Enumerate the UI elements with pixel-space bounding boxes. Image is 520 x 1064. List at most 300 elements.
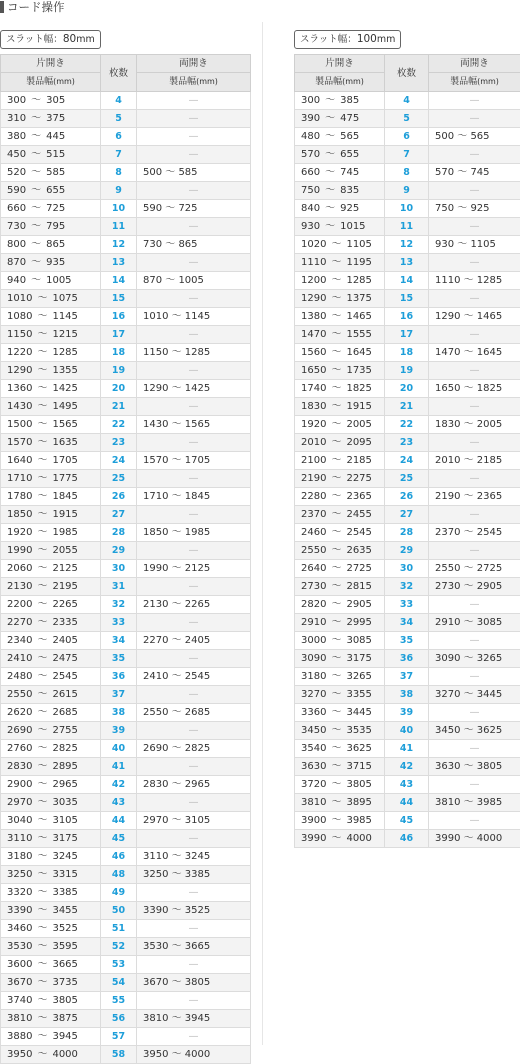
slat-count: 22 xyxy=(101,416,137,434)
double-width-range: — xyxy=(137,758,251,776)
range-tilde: 〜 xyxy=(331,599,341,610)
single-width-range xyxy=(1,650,101,668)
table-row xyxy=(1,992,251,1010)
range-start: 660 xyxy=(301,167,320,178)
range-tilde: 〜 xyxy=(331,689,341,700)
table-row xyxy=(1,1010,251,1028)
range-end: 305 xyxy=(46,95,65,106)
slat-count: 12 xyxy=(385,236,429,254)
range-end: 3455 xyxy=(52,905,77,916)
double-width-range: — xyxy=(137,992,251,1010)
range-tilde: 〜 xyxy=(31,239,41,250)
table-row xyxy=(1,938,251,956)
table-row xyxy=(1,920,251,938)
slat-count: 29 xyxy=(101,542,137,560)
range-end: 1915 xyxy=(346,401,371,412)
header-single-unit: (mm) xyxy=(53,77,75,86)
range-start: 3250 xyxy=(7,869,32,880)
range-end: 2475 xyxy=(52,653,77,664)
slat-count: 6 xyxy=(101,128,137,146)
range-start: 3040 xyxy=(7,815,32,826)
range-end: 1075 xyxy=(52,293,77,304)
range-tilde: 〜 xyxy=(37,293,47,304)
range-start: 2060 xyxy=(7,563,32,574)
range-tilde: 〜 xyxy=(331,833,341,844)
header-single-width xyxy=(1,73,101,92)
single-width-range xyxy=(1,812,101,830)
range-tilde: 〜 xyxy=(37,887,47,898)
range-end: 2455 xyxy=(346,509,371,520)
single-width-range xyxy=(1,632,101,650)
range-start: 1020 xyxy=(301,239,326,250)
range-start: 2760 xyxy=(7,743,32,754)
range-start: 1290 xyxy=(7,365,32,376)
double-width-range: 3110 〜 3245 xyxy=(137,848,251,866)
double-width-range: — xyxy=(429,146,520,164)
range-start: 590 xyxy=(7,185,26,196)
table-row xyxy=(1,848,251,866)
table-row xyxy=(1,542,251,560)
single-width-range xyxy=(1,776,101,794)
single-width-range xyxy=(295,758,385,776)
table-row xyxy=(295,470,520,488)
single-width-range xyxy=(1,524,101,542)
slat-count: 42 xyxy=(101,776,137,794)
slat-count: 48 xyxy=(101,866,137,884)
range-start: 2620 xyxy=(7,707,32,718)
range-tilde: 〜 xyxy=(325,131,335,142)
single-width-range xyxy=(295,560,385,578)
table-row xyxy=(295,218,520,236)
slat-count: 30 xyxy=(101,560,137,578)
slat-count: 16 xyxy=(101,308,137,326)
slat-count: 34 xyxy=(101,632,137,650)
double-width-range: 2730 〜 2905 xyxy=(429,578,520,596)
range-tilde: 〜 xyxy=(37,347,47,358)
single-width-range xyxy=(1,1028,101,1046)
single-width-range xyxy=(1,488,101,506)
range-end: 725 xyxy=(46,203,65,214)
slat-count: 11 xyxy=(385,218,429,236)
range-start: 1650 xyxy=(301,365,326,376)
double-width-range: 1990 〜 2125 xyxy=(137,560,251,578)
double-width-range: 3990 〜 4000 xyxy=(429,830,520,848)
single-width-range xyxy=(295,290,385,308)
slat-count: 51 xyxy=(101,920,137,938)
double-width-range: 750 〜 925 xyxy=(429,200,520,218)
slat-count: 57 xyxy=(101,1028,137,1046)
range-start: 1830 xyxy=(301,401,326,412)
range-end: 3315 xyxy=(52,869,77,880)
slat-count: 35 xyxy=(101,650,137,668)
double-width-range: — xyxy=(137,614,251,632)
table-row xyxy=(1,632,251,650)
range-start: 2460 xyxy=(301,527,326,538)
range-end: 2895 xyxy=(52,761,77,772)
double-width-range: — xyxy=(429,218,520,236)
table-row xyxy=(1,830,251,848)
table-row xyxy=(1,272,251,290)
table-row xyxy=(295,380,520,398)
double-width-range: — xyxy=(137,794,251,812)
range-start: 1780 xyxy=(7,491,32,502)
table-row xyxy=(1,416,251,434)
range-tilde: 〜 xyxy=(331,491,341,502)
single-width-range xyxy=(1,218,101,236)
range-tilde: 〜 xyxy=(331,545,341,556)
table-row xyxy=(1,236,251,254)
slat-count: 13 xyxy=(101,254,137,272)
table-row xyxy=(295,254,520,272)
range-tilde: 〜 xyxy=(37,833,47,844)
range-end: 2275 xyxy=(346,473,371,484)
single-width-range xyxy=(295,668,385,686)
single-width-range xyxy=(295,542,385,560)
single-width-range xyxy=(1,470,101,488)
range-tilde: 〜 xyxy=(331,347,341,358)
table-row xyxy=(1,380,251,398)
range-tilde: 〜 xyxy=(325,113,335,124)
table-row xyxy=(295,434,520,452)
double-width-range: — xyxy=(137,542,251,560)
slat-count: 9 xyxy=(101,182,137,200)
single-width-range xyxy=(295,704,385,722)
range-start: 2820 xyxy=(301,599,326,610)
slat-count: 18 xyxy=(101,344,137,362)
range-tilde: 〜 xyxy=(331,401,341,412)
range-tilde: 〜 xyxy=(37,671,47,682)
range-start: 1640 xyxy=(7,455,32,466)
range-start: 3180 xyxy=(301,671,326,682)
range-start: 2900 xyxy=(7,779,32,790)
range-end: 1555 xyxy=(346,329,371,340)
table-row xyxy=(295,110,520,128)
slat-count: 26 xyxy=(385,488,429,506)
double-width-range: — xyxy=(137,650,251,668)
slat-count: 56 xyxy=(101,1010,137,1028)
slat-count: 20 xyxy=(385,380,429,398)
double-width-range: — xyxy=(137,398,251,416)
range-start: 1740 xyxy=(301,383,326,394)
range-tilde: 〜 xyxy=(331,797,341,808)
range-start: 310 xyxy=(7,113,26,124)
range-end: 3245 xyxy=(52,851,77,862)
slat-width-value: 80 xyxy=(63,33,76,45)
table-row xyxy=(295,812,520,830)
table-row xyxy=(1,812,251,830)
slat-width-label: スラット幅： xyxy=(300,34,357,45)
double-width-range: 2410 〜 2545 xyxy=(137,668,251,686)
double-width-range: — xyxy=(137,722,251,740)
single-width-range xyxy=(295,110,385,128)
single-width-range xyxy=(1,308,101,326)
slat-count: 15 xyxy=(101,290,137,308)
double-width-range: 3450 〜 3625 xyxy=(429,722,520,740)
single-width-range xyxy=(295,614,385,632)
slat-count: 41 xyxy=(385,740,429,758)
title-marker xyxy=(0,1,4,13)
range-start: 3740 xyxy=(7,995,32,1006)
double-width-range: 2970 〜 3105 xyxy=(137,812,251,830)
single-width-range xyxy=(295,596,385,614)
range-end: 1195 xyxy=(346,257,371,268)
single-width-range xyxy=(1,398,101,416)
single-width-range xyxy=(1,506,101,524)
single-width-range xyxy=(1,200,101,218)
table-row xyxy=(1,398,251,416)
range-start: 3270 xyxy=(301,689,326,700)
table-row xyxy=(1,362,251,380)
single-width-range xyxy=(1,164,101,182)
range-start: 1010 xyxy=(7,293,32,304)
range-tilde: 〜 xyxy=(37,941,47,952)
range-tilde: 〜 xyxy=(331,383,341,394)
range-tilde: 〜 xyxy=(37,1031,47,1042)
slat-count: 39 xyxy=(385,704,429,722)
double-width-range: — xyxy=(429,506,520,524)
double-width-range: 1830 〜 2005 xyxy=(429,416,520,434)
single-width-range xyxy=(1,560,101,578)
range-start: 1360 xyxy=(7,383,32,394)
header-count: 枚数 xyxy=(101,55,137,92)
double-width-range: — xyxy=(429,668,520,686)
spec-table-right xyxy=(294,54,520,848)
double-width-range: — xyxy=(429,704,520,722)
double-width-range: 3950 〜 4000 xyxy=(137,1046,251,1064)
range-end: 1735 xyxy=(346,365,371,376)
range-tilde: 〜 xyxy=(331,725,341,736)
range-end: 375 xyxy=(46,113,65,124)
single-width-range xyxy=(295,578,385,596)
range-end: 1215 xyxy=(52,329,77,340)
slat-count: 50 xyxy=(101,902,137,920)
double-width-range: 3630 〜 3805 xyxy=(429,758,520,776)
range-tilde: 〜 xyxy=(37,743,47,754)
range-start: 300 xyxy=(7,95,26,106)
slat-width-value: 100 xyxy=(357,33,377,45)
double-width-range: 590 〜 725 xyxy=(137,200,251,218)
range-start: 3320 xyxy=(7,887,32,898)
table-row xyxy=(295,614,520,632)
slat-count: 28 xyxy=(101,524,137,542)
double-width-range: 2550 〜 2725 xyxy=(429,560,520,578)
header-double-sub: 製品幅 xyxy=(450,77,477,87)
range-tilde: 〜 xyxy=(331,563,341,574)
slat-count: 34 xyxy=(385,614,429,632)
single-width-range xyxy=(295,470,385,488)
table-row xyxy=(295,758,520,776)
double-width-range: 1470 〜 1645 xyxy=(429,344,520,362)
table-row xyxy=(1,488,251,506)
range-start: 3630 xyxy=(301,761,326,772)
range-start: 1710 xyxy=(7,473,32,484)
double-width-range: — xyxy=(429,542,520,560)
range-end: 1465 xyxy=(346,311,371,322)
double-width-range: — xyxy=(429,740,520,758)
single-width-range xyxy=(295,524,385,542)
header-double-width xyxy=(137,73,251,92)
double-width-range: — xyxy=(429,470,520,488)
range-tilde: 〜 xyxy=(37,419,47,430)
table-row xyxy=(1,956,251,974)
single-width-range xyxy=(295,812,385,830)
range-end: 3715 xyxy=(346,761,371,772)
double-width-range: — xyxy=(137,92,251,110)
slat-count: 23 xyxy=(101,434,137,452)
table-row xyxy=(1,344,251,362)
range-tilde: 〜 xyxy=(331,329,341,340)
slat-count: 14 xyxy=(385,272,429,290)
range-tilde: 〜 xyxy=(31,167,41,178)
header-double: 両開き xyxy=(137,55,251,73)
slat-width-label: スラット幅： xyxy=(6,34,63,45)
range-tilde: 〜 xyxy=(331,581,341,592)
range-start: 2480 xyxy=(7,671,32,682)
single-width-range xyxy=(1,146,101,164)
range-start: 3450 xyxy=(301,725,326,736)
double-width-range: — xyxy=(429,398,520,416)
table-row xyxy=(1,668,251,686)
range-tilde: 〜 xyxy=(31,203,41,214)
single-width-range xyxy=(1,110,101,128)
range-start: 1570 xyxy=(7,437,32,448)
table-row xyxy=(1,902,251,920)
double-width-range: 1150 〜 1285 xyxy=(137,344,251,362)
single-width-range xyxy=(295,650,385,668)
range-end: 2545 xyxy=(52,671,77,682)
range-start: 3540 xyxy=(301,743,326,754)
slat-count: 41 xyxy=(101,758,137,776)
range-end: 1845 xyxy=(52,491,77,502)
range-end: 1375 xyxy=(346,293,371,304)
spec-table-left xyxy=(0,54,251,1064)
slat-count: 36 xyxy=(101,668,137,686)
range-end: 2545 xyxy=(346,527,371,538)
range-tilde: 〜 xyxy=(31,95,41,106)
single-width-range xyxy=(1,344,101,362)
slat-count: 33 xyxy=(385,596,429,614)
range-start: 3530 xyxy=(7,941,32,952)
slat-count: 10 xyxy=(101,200,137,218)
single-width-range xyxy=(295,218,385,236)
slat-count: 16 xyxy=(385,308,429,326)
range-tilde: 〜 xyxy=(37,437,47,448)
range-end: 3535 xyxy=(346,725,371,736)
range-end: 1985 xyxy=(52,527,77,538)
range-tilde: 〜 xyxy=(37,689,47,700)
double-width-range: 2690 〜 2825 xyxy=(137,740,251,758)
slat-width-badge-right xyxy=(294,30,401,49)
single-width-range xyxy=(295,164,385,182)
double-width-range: 2830 〜 2965 xyxy=(137,776,251,794)
range-end: 835 xyxy=(340,185,359,196)
range-start: 940 xyxy=(7,275,26,286)
range-tilde: 〜 xyxy=(37,797,47,808)
range-tilde: 〜 xyxy=(331,671,341,682)
table-row xyxy=(1,200,251,218)
range-end: 3985 xyxy=(346,815,371,826)
double-width-range: 2130 〜 2265 xyxy=(137,596,251,614)
range-tilde: 〜 xyxy=(31,113,41,124)
single-width-range xyxy=(295,434,385,452)
range-start: 2130 xyxy=(7,581,32,592)
table-row xyxy=(1,758,251,776)
slat-count: 38 xyxy=(385,686,429,704)
range-end: 3805 xyxy=(52,995,77,1006)
double-width-range: 2010 〜 2185 xyxy=(429,452,520,470)
table-row xyxy=(295,182,520,200)
table-row xyxy=(1,290,251,308)
range-start: 2550 xyxy=(301,545,326,556)
slat-count: 28 xyxy=(385,524,429,542)
range-start: 2340 xyxy=(7,635,32,646)
header-double-width xyxy=(429,73,520,92)
header-single-width xyxy=(295,73,385,92)
table-row xyxy=(295,416,520,434)
range-start: 3990 xyxy=(301,833,326,844)
double-width-range: 1850 〜 1985 xyxy=(137,524,251,542)
range-start: 2910 xyxy=(301,617,326,628)
slat-count: 15 xyxy=(385,290,429,308)
range-end: 3805 xyxy=(346,779,371,790)
double-width-range: — xyxy=(137,884,251,902)
range-tilde: 〜 xyxy=(331,365,341,376)
slat-count: 53 xyxy=(101,956,137,974)
single-width-range xyxy=(295,146,385,164)
double-width-range: 2910 〜 3085 xyxy=(429,614,520,632)
slat-count: 11 xyxy=(101,218,137,236)
range-end: 2405 xyxy=(52,635,77,646)
range-end: 1105 xyxy=(346,239,371,250)
range-tilde: 〜 xyxy=(331,617,341,628)
range-end: 1825 xyxy=(346,383,371,394)
slat-count: 46 xyxy=(101,848,137,866)
range-end: 3105 xyxy=(52,815,77,826)
range-tilde: 〜 xyxy=(37,581,47,592)
range-end: 445 xyxy=(46,131,65,142)
range-tilde: 〜 xyxy=(37,779,47,790)
range-start: 3900 xyxy=(301,815,326,826)
table-row xyxy=(295,362,520,380)
single-width-range xyxy=(1,362,101,380)
single-width-range xyxy=(1,326,101,344)
slat-count: 5 xyxy=(385,110,429,128)
single-width-range xyxy=(1,920,101,938)
slat-count: 13 xyxy=(385,254,429,272)
double-width-range: 3250 〜 3385 xyxy=(137,866,251,884)
table-row xyxy=(1,1028,251,1046)
single-width-range xyxy=(1,992,101,1010)
double-width-range: — xyxy=(429,290,520,308)
double-width-range: — xyxy=(137,920,251,938)
range-tilde: 〜 xyxy=(37,365,47,376)
range-end: 3525 xyxy=(52,923,77,934)
header-double-sub: 製品幅 xyxy=(169,77,196,87)
range-end: 1285 xyxy=(52,347,77,358)
table-row xyxy=(295,686,520,704)
range-end: 2635 xyxy=(346,545,371,556)
range-tilde: 〜 xyxy=(37,473,47,484)
range-tilde: 〜 xyxy=(37,599,47,610)
range-start: 840 xyxy=(301,203,320,214)
table-row xyxy=(295,740,520,758)
table-row xyxy=(1,974,251,992)
range-start: 3180 xyxy=(7,851,32,862)
range-start: 2280 xyxy=(301,491,326,502)
double-width-range: 1710 〜 1845 xyxy=(137,488,251,506)
single-width-range xyxy=(295,632,385,650)
single-width-range xyxy=(1,830,101,848)
